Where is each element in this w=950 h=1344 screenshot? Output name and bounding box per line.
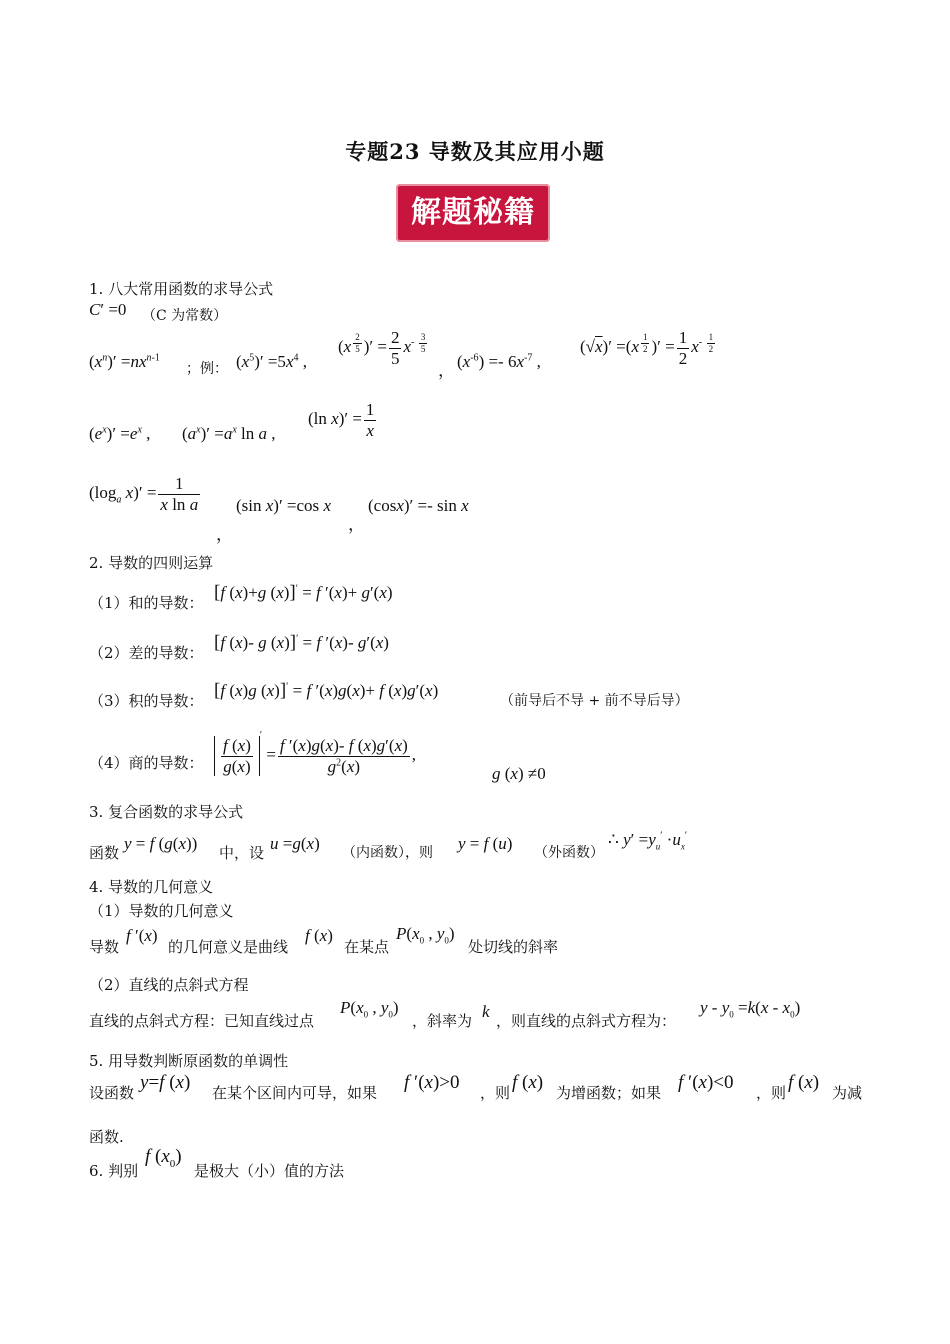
formula-y-fgx: y = f (g(x)) [124, 834, 198, 853]
prod-label: （3）积的导数： [89, 692, 204, 710]
mono-text-7: 函数. [89, 1128, 124, 1146]
section-3-heading: 3. 复合函数的求导公式 [89, 803, 244, 821]
geom-text-3: 在某点 [344, 938, 390, 956]
comma: ， [438, 361, 455, 380]
quot-label: （4）商的导数： [89, 754, 204, 772]
formula-log: ($\log_a$ x)′ = $\frac{1}{\text{x ln a}}$ [89, 474, 199, 514]
line-text-2: ，斜率为 [412, 1012, 473, 1030]
formula-product-rule: [f (x)g (x)]′ = f ′(x)g(x)+ f (x)g′(x) [214, 680, 439, 701]
geom-text-4: 处切线的斜率 [468, 938, 559, 956]
formula-y-fu: y = f (u) [458, 834, 513, 853]
formula-fprime-negative: f ′(x)<0 [678, 1072, 734, 1093]
composite-text-4: （外函数） [534, 845, 604, 861]
formula-f-x: f (x) [788, 1072, 820, 1093]
product-note: （前导后不导 + 前不导后导） [500, 693, 689, 709]
section-4-heading: 4. 导数的几何意义 [89, 878, 214, 896]
formula-example-sqrt: (√x)′ =(x $^{\frac{1}{2}}$ )′ = $\frac{1}{2}$ $x^{- \frac{1}{2}}$ [580, 328, 714, 368]
formula-example-x5: $(x^5)' =5x^4$ , [236, 352, 307, 371]
formula-diff-rule: [f (x)- g (x)]′ = f ′(x)- g′(x) [214, 632, 389, 653]
section-6-heading-start: 6. 判别 [89, 1162, 139, 1180]
formula-sin: (sin x)′ =cos x [236, 496, 331, 515]
formula-sum-rule: [f (x)+g (x)]′ = f ′(x)+ g′(x) [214, 582, 393, 603]
formula-example-x25: (x $^{\frac{2}{5}}$ )′ = $\frac{2}{5}$ $x^{- \frac{3}{5}}$ [338, 328, 426, 368]
formula-point-p: $P(x_0$ , $y_0$) [396, 924, 455, 946]
formula-f-x0: f $(x_0)$ [145, 1146, 182, 1170]
formula-ax: $(a^x)' =a^x$ ln a , [182, 424, 276, 443]
formula-fprime-x: f ′(x) [126, 926, 158, 945]
section-2-heading: 2. 导数的四则运算 [89, 554, 214, 572]
formula-example-x-6: $(x^{-6}) =- 6x^{-7}$ , [457, 352, 541, 371]
mono-text-4: 为增函数；如果 [556, 1084, 662, 1102]
constant-note: （C 为常数） [142, 308, 228, 324]
diff-label: （2）差的导数： [89, 644, 204, 662]
formula-cos: (cosx)′ =- sin x [368, 496, 469, 515]
sum-label: （1）和的导数： [89, 594, 204, 612]
stamp-text: 解题秘籍 [411, 195, 535, 230]
formula-f-x: f (x) [512, 1072, 544, 1093]
formula-ln: (ln x)′ = $\frac{1}{x}$ [308, 400, 375, 440]
mono-text-3: ，则 [480, 1084, 511, 1102]
formula-f-x: f (x) [305, 926, 333, 945]
line-text-1: 直线的点斜式方程：已知直线过点 [89, 1012, 315, 1030]
mono-text-6: 为减 [832, 1084, 863, 1102]
formula-chain-rule: ∴ $y' =y_u' \cdot u_x'$ [608, 830, 688, 852]
section-5-heading: 5. 用导数判断原函数的单调性 [89, 1052, 289, 1070]
page-title: 专题23 导数及其应用小题 [345, 139, 605, 164]
formula-constant: C′ =0 [89, 300, 127, 319]
subsection-4-1: （1）导数的几何意义 [89, 902, 234, 920]
formula-quotient-rule: $\frac{f (x)}{g(x)}$ ′ = $\frac{f '(x)g(x)- f (x)g'(x)}{g^2(x)}$ , [214, 730, 416, 776]
comma: ， [216, 525, 233, 544]
comma: ， [348, 515, 365, 534]
geom-text-1: 导数 [89, 938, 120, 956]
geom-text-2: 的几何意义是曲线 [168, 938, 289, 956]
composite-text-3: （内函数），则 [342, 845, 433, 861]
formula-point-slope: $y - y_0 =k(x - x_0)$ [700, 998, 801, 1020]
formula-y-fx: y=f (x) [140, 1072, 191, 1093]
example-label: ；例： [186, 361, 228, 377]
section-stamp [396, 184, 550, 242]
formula-slope-k: k [482, 1002, 490, 1021]
mono-text-5: ，则 [756, 1084, 787, 1102]
formula-fprime-positive: f ′(x)>0 [404, 1072, 460, 1093]
formula-exp: $(e^x)' =e^x$ , [89, 424, 151, 443]
section-6-heading-end: 是极大（小）值的方法 [194, 1162, 345, 1180]
composite-text-2: 中，设 [219, 844, 265, 862]
formula-point-p: $P(x_0$ , $y_0$) [340, 998, 399, 1020]
mono-text-1: 设函数 [89, 1084, 135, 1102]
formula-u-gx: u =g(x) [270, 834, 320, 853]
formula-g-nonzero: g (x) ≠0 [492, 764, 546, 783]
mono-text-2: 在某个区间内可导，如果 [212, 1084, 378, 1102]
line-text-3: ，则直线的点斜式方程为： [496, 1012, 677, 1030]
formula-power: $(x^n)' =nx^{n-1}$ [89, 352, 160, 371]
composite-text-1: 函数 [89, 844, 120, 862]
section-1-heading: 1. 八大常用函数的求导公式 [89, 280, 274, 298]
subsection-4-2: （2）直线的点斜式方程 [89, 976, 249, 994]
